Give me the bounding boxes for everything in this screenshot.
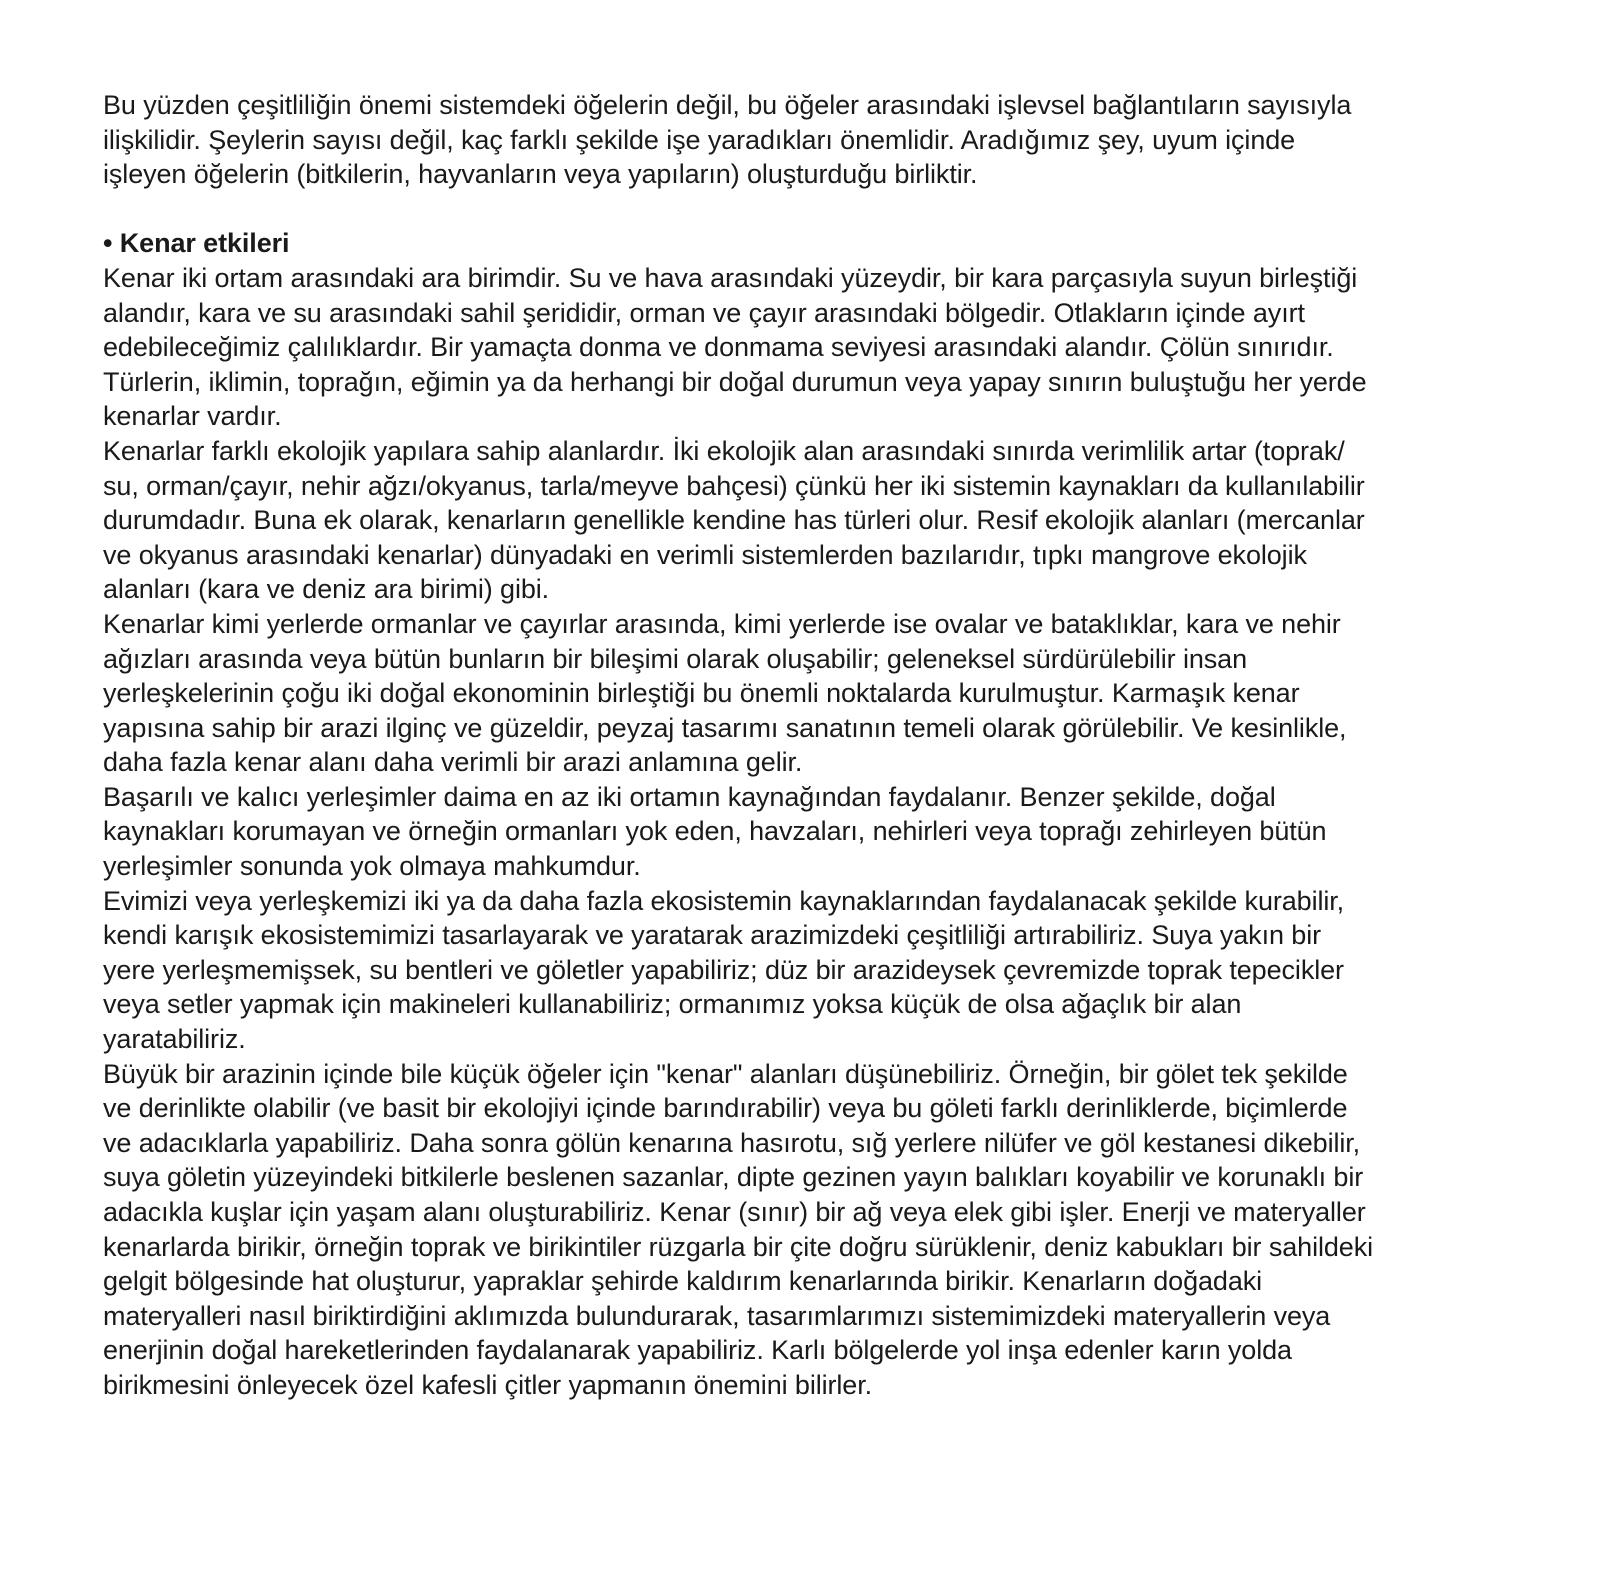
document-page: [103, 88, 1498, 1403]
body-paragraph-3: Kenarlar kimi yerlerde ormanlar ve çayırlar arasında, kimi yerlerde ise ovalar ve bataklıklar, kara ve nehir ağızları arasında veya bütün bunların bir bileşimi olarak oluşabilir; geleneksel sürdürülebilir insan yerleşkelerinin çoğu iki doğal ekonominin birleştiği bu önemli noktalarda kurulmuştur. Karmaşık kenar yapısına sahip bir arazi ilginç ve güzeldir, peyzaj tasarımı sanatının temeli olarak görülebilir. Ve kesinlikle, daha fazla kenar alanı daha verimli bir arazi anlamına gelir.: [103, 608, 1347, 778]
paragraph-spacer: [103, 192, 1498, 227]
body-paragraph-6: Büyük bir arazinin içinde bile küçük öğeler için "kenar" alanları düşünebiliriz. Örneğin, bir gölet tek şekilde ve derinlikte olabilir (ve basit bir ekolojiyi içinde barındırabilir) veya bu göleti farklı derinliklerde, biçimlerde ve adacıklarla yapabiliriz. Daha sonra gölün kenarına hasırotu, sığ yerlere nilüfer ve göl kestanesi dikebilir, suya göletin yüzeyindeki bitkilerle beslenen sazanlar, dipte gezinen yayın balıkları koyabilir ve korunaklı bir adacıkla kuşlar için yaşam alanı oluşturabiliriz. Kenar (sınır) bir ağ veya elek gibi işler. Enerji ve materyaller kenarlarda birikir, örneğin toprak ve birikintiler rüzgarla bir çite doğru sürüklenir, deniz kabukları bir sahildeki gelgit bölgesinde hat oluşturur, yapraklar şehirde kaldırım kenarlarında birikir. Kenarların doğadaki materyalleri nasıl biriktirdiğini aklımızda bulundurarak, tasarımlarımızı sistemimizdeki materyallerin veya enerjinin doğal hareketlerinden faydalanarak yapabiliriz. Karlı bölgelerde yol inşa edenler karın yolda birikmesini önleyecek özel kafesli çitler yapmanın önemini bilirler.: [103, 1058, 1374, 1400]
body-paragraph-5: Evimizi veya yerleşkemizi iki ya da daha fazla ekosistemin kaynaklarından faydalanacak şekilde kurabilir, kendi karışık ekosistemimizi tasarlayarak ve yaratarak arazimizdeki çeşitliliği artırabiliriz. Suya yakın bir yere yerleşmemişsek, su bentleri ve göletler yapabiliriz; düz bir arazideysek çevremizde toprak tepecikler veya setler yapmak için makineleri kullanabiliriz; ormanımız yoksa küçük de olsa ağaçlık bir alan yaratabiliriz.: [103, 885, 1345, 1055]
body-paragraph-1: Kenar iki ortam arasındaki ara birimdir. Su ve hava arasındaki yüzeydir, bir kara parçasıyla suyun birleştiği alandır, kara ve su arasındaki sahil şerididir, orman ve çayır arasındaki bölgedir. Otlakların içinde ayırt edebileceğimiz çalılıklardır. Bir yamaçta donma ve donmama seviyesi arasındaki alandır. Çölün sınırıdır. Türlerin, iklimin, toprağın, eğimin ya da herhangi bir doğal durumun veya yapay sınırın buluştuğu her yerde kenarlar vardır.: [103, 262, 1367, 432]
body-paragraph-4: Başarılı ve kalıcı yerleşimler daima en az iki ortamın kaynağından faydalanır. Benzer şekilde, doğal kaynakları korumayan ve örneğin ormanları yok eden, havzaları, nehirleri veya toprağı zehirleyen bütün yerleşimler sonunda yok olmaya mahkumdur.: [103, 781, 1327, 882]
section-heading: • Kenar etkileri: [103, 228, 290, 259]
intro-paragraph: Bu yüzden çeşitliliğin önemi sistemdeki öğelerin değil, bu öğeler arasındaki işlevsel bağlantıların sayısıyla ilişkilidir. Şeylerin sayısı değil, kaç farklı şekilde işe yaradıkları önemlidir. Aradığımız şey, uyum içinde işleyen öğelerin (bitkilerin, hayvanların veya yapıların) oluşturduğu birliktir.: [103, 90, 1352, 190]
body-paragraph-2: Kenarlar farklı ekolojik yapılara sahip alanlardır. İki ekolojik alan arasındaki sınırda verimlilik artar (toprak/ su, orman/çayır, nehir ağzı/okyanus, tarla/meyve bahçesi) çünkü her iki sistemin kaynakları da kullanılabilir durumdadır. Buna ek olarak, kenarların genellikle kendine has türleri olur. Resif ekolojik alanları (mercanlar ve okyanus arasındaki kenarlar) dünyadaki en verimli sistemlerden bazılarıdır, tıpkı mangrove ekolojik alanları (kara ve deniz ara birimi) gibi.: [103, 435, 1365, 605]
